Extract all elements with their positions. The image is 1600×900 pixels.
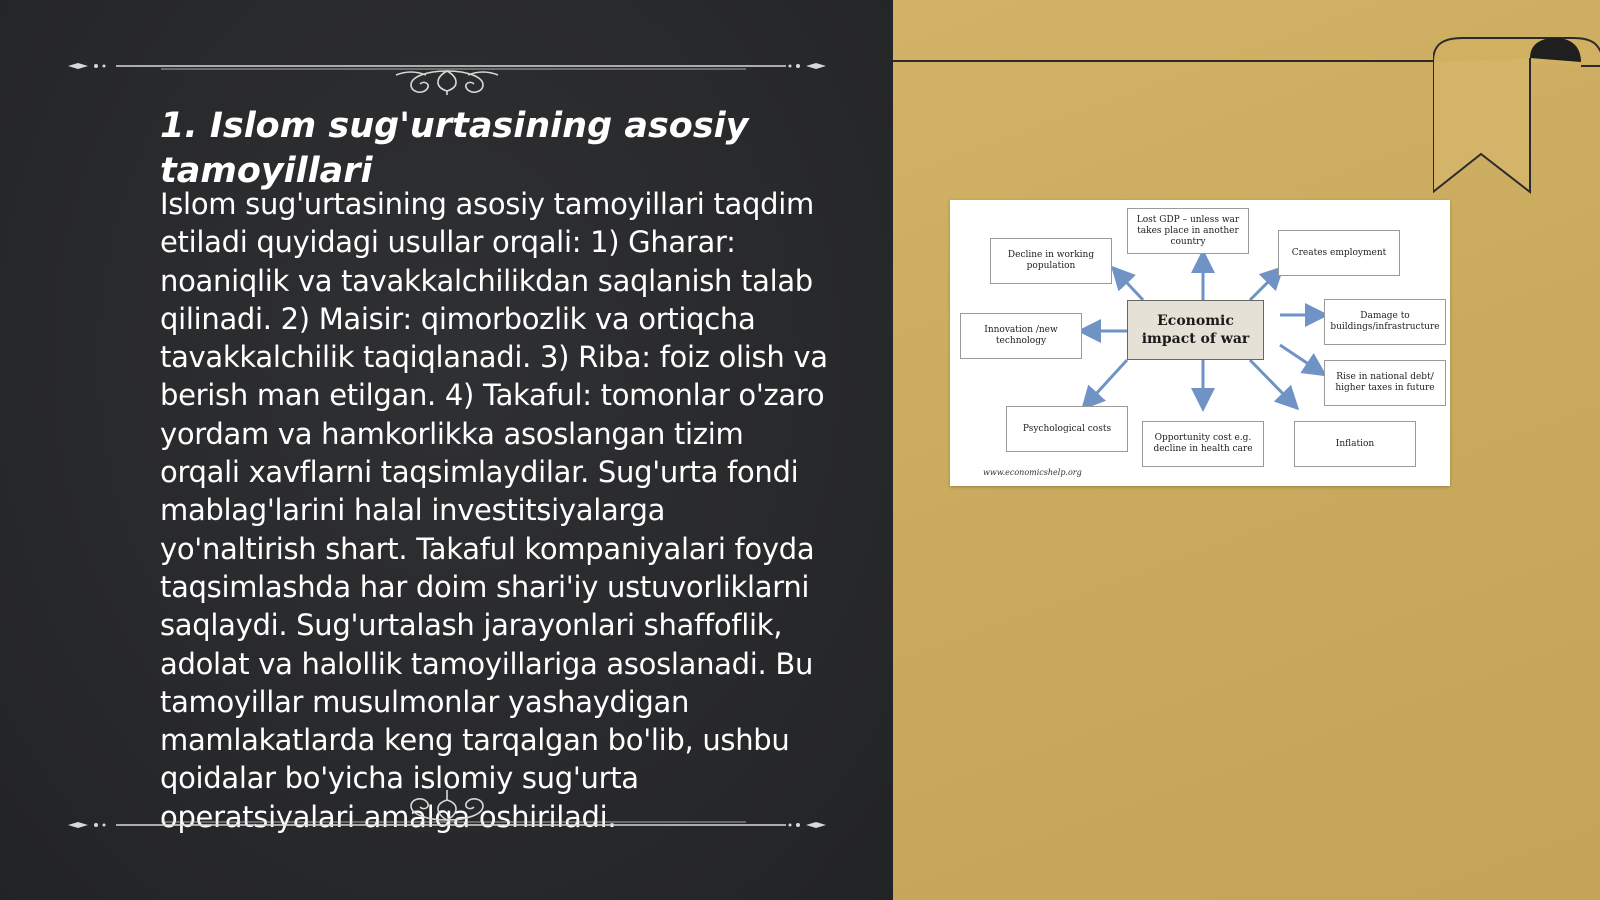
bottom-ornament-divider xyxy=(66,783,828,833)
slide-body-text: Islom sug'urtasining asosiy tamoyillari taqdim etiladi quyidagi usullar orqali: 1) Gharar: noaniqlik va tavakkalchilikdan saqlanish talab qilinadi. 2) Maisir: qimorbozlik va ortiqcha tavakkalchilik taqiqlanadi. 3) Riba: foiz olish va berish man etilgan. 4) Takaful: tomonlar o'zaro yordam va hamkorlikka asoslangan tizim orqali xavflarni taqsimlaydilar. Sug'urta fondi mablag'larini halal investitsiyalarga yo'naltirish shart. Takaful kompaniyalari foyda taqsimlashda har doim shari'iy ustuvorliklarni saqlaydi. Sug'urtalash jarayonlari shaffoflik, adolat va halollik tamoyillariga asoslanadi. Bu tamoyillar musulmonlar yashaydigan mamlakatlarda keng tarqalgan bo'lib, ushbu qoidalar bo'yicha islomiy sug'urta operatsiyalari amalga oshiriladi. xyxy=(160,187,828,834)
right-image-panel xyxy=(893,0,1600,900)
node-damage-infrastructure: Damage to buildings/infrastructure xyxy=(1324,299,1446,345)
node-psychological-costs: Psychological costs xyxy=(1006,406,1128,452)
node-inflation: Inflation xyxy=(1294,421,1416,467)
top-ornament-divider xyxy=(66,45,828,95)
node-national-debt: Rise in national debt/ higher taxes in future xyxy=(1324,360,1446,406)
node-lost-gdp: Lost GDP – unless war takes place in another country xyxy=(1127,208,1249,254)
economic-impact-diagram xyxy=(950,200,1450,486)
node-creates-employment: Creates employment xyxy=(1278,230,1400,276)
decorative-line xyxy=(893,60,1453,62)
node-innovation: Innovation /new technology xyxy=(960,313,1082,359)
diagram-center-node: Economic impact of war xyxy=(1127,300,1264,360)
diagram-credit: www.economicshelp.org xyxy=(983,468,1082,477)
node-decline-working-population: Decline in working population xyxy=(990,238,1112,284)
node-opportunity-cost: Opportunity cost e.g. decline in health care xyxy=(1142,421,1264,467)
bookmark-ribbon-icon xyxy=(1433,36,1600,201)
slide-title: 1. Islom sug'urtasining asosiy tamoyillari xyxy=(160,106,749,191)
